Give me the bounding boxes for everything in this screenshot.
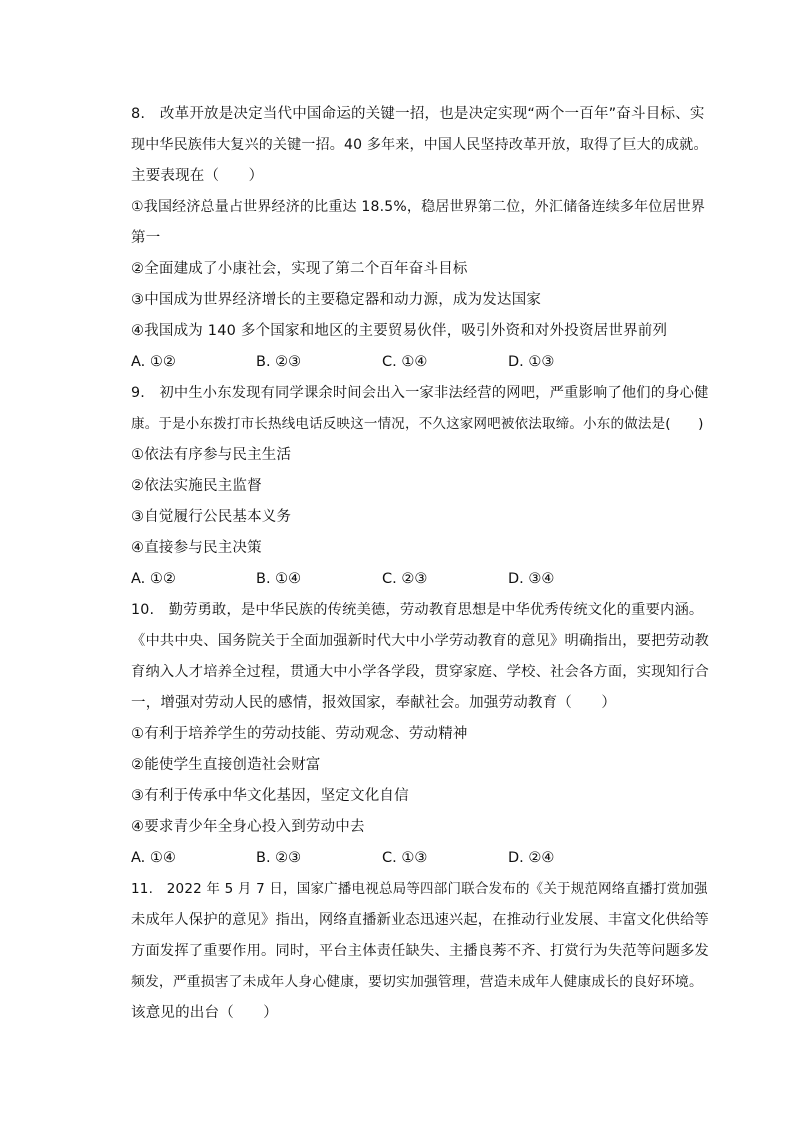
- q10-option-c[interactable]: C. ①③: [382, 850, 428, 866]
- q8-statement-1-cont: 第一: [131, 230, 161, 246]
- q9-statement-3: ③自觉履行公民基本义务: [131, 509, 292, 525]
- q10-stem-line-3: 育纳入人才培养全过程，贯通大中小学各学段，贯穿家庭、学校、社会各方面，实现知行合: [131, 664, 710, 680]
- q8-option-d[interactable]: D. ①③: [508, 354, 555, 370]
- q9-options: [131, 569, 691, 589]
- q10-option-d[interactable]: D. ②④: [508, 850, 555, 866]
- q9-statement-2: ②依法实施民主监督: [131, 478, 262, 494]
- q10-stem-line-2: 《中共中央、国务院关于全面加强新时代大中小学劳动教育的意见》明确指出，要把劳动教: [131, 633, 710, 649]
- q10-statement-1: ①有利于培养学生的劳动技能、劳动观念、劳动精神: [131, 726, 468, 742]
- q8-statement-4: ④我国成为 140 多个国家和地区的主要贸易伙伴，吸引外资和对外投资居世界前列: [131, 323, 668, 339]
- q10-stem-line-1: 10. 勤劳勇敢，是中华民族的传统美德，劳动教育思想是中华优秀传统文化的重要内涵。: [131, 602, 704, 618]
- q11-stem-line-4: 频发，严重损害了未成年人身心健康，要切实加强管理，营造未成年人健康成长的良好环境。: [131, 974, 703, 990]
- q8-option-b[interactable]: B. ②③: [256, 354, 302, 370]
- q8-stem-line-2: 现中华民族伟大复兴的关键一招。40 多年来，中国人民坚持改革开放，取得了巨大的成就。: [131, 137, 708, 153]
- q9-option-b[interactable]: B. ①④: [256, 571, 302, 587]
- q8-statement-2: ②全面建成了小康社会，实现了第二个百年奋斗目标: [131, 261, 468, 277]
- q8-options: [131, 352, 691, 372]
- q8-option-a[interactable]: A. ①②: [131, 354, 176, 370]
- q10-option-a[interactable]: A. ①④: [131, 850, 176, 866]
- q10-option-b[interactable]: B. ②③: [256, 850, 302, 866]
- q10-statement-4: ④要求青少年全身心投入到劳动中去: [131, 819, 365, 835]
- q8-stem-line-3: 主要表现在（ ）: [131, 168, 264, 184]
- q8-statement-3: ③中国成为世界经济增长的主要稳定器和动力源，成为发达国家: [131, 292, 542, 308]
- q11-stem-line-1: 11. 2022 年 5 月 7 日，国家广播电视总局等四部门联合发布的《关于规范网络直播打赏加强: [131, 881, 708, 897]
- q11-stem-line-3: 方面发挥了重要作用。同时，平台主体责任缺失、主播良莠不齐、打赏行为失范等问题多发: [131, 943, 710, 959]
- q8-statement-1: ①我国经济总量占世界经济的比重达 18.5%，稳居世界第二位，外汇储备连续多年位居世界: [131, 199, 706, 215]
- q9-option-d[interactable]: D. ③④: [508, 571, 555, 587]
- q9-option-a[interactable]: A. ①②: [131, 571, 176, 587]
- q9-option-c[interactable]: C. ②③: [382, 571, 428, 587]
- q9-statement-4: ④直接参与民主决策: [131, 540, 262, 556]
- q11-stem-line-5: 该意见的出台（ ）: [131, 1005, 278, 1021]
- q9-stem-line-1: 9. 初中生小东发现有同学课余时间会出入一家非法经营的网吧，严重影响了他们的身心健: [131, 385, 709, 401]
- q9-statement-1: ①依法有序参与民主生活: [131, 447, 292, 463]
- q11-stem-line-2: 未成年人保护的意见》指出，网络直播新业态迅速兴起，在推动行业发展、丰富文化供给等: [131, 912, 710, 928]
- q8-stem-line-1: 8. 改革开放是决定当代中国命运的关键一招，也是决定实现“两个一百年”奋斗目标、实: [131, 106, 705, 122]
- q10-statement-2: ②能使学生直接创造社会财富: [131, 757, 321, 773]
- q10-statement-3: ③有利于传承中华文化基因，坚定文化自信: [131, 788, 409, 804]
- q10-options: [131, 848, 691, 868]
- q10-stem-line-4: 一，增强对劳动人民的感情，报效国家，奉献社会。加强劳动教育（ ）: [131, 695, 617, 711]
- q9-stem-line-2: 康。于是小东拨打市长热线电话反映这一情况，不久这家网吧被依法取缔。小东的做法是( ): [131, 416, 704, 432]
- q8-option-c[interactable]: C. ①④: [382, 354, 428, 370]
